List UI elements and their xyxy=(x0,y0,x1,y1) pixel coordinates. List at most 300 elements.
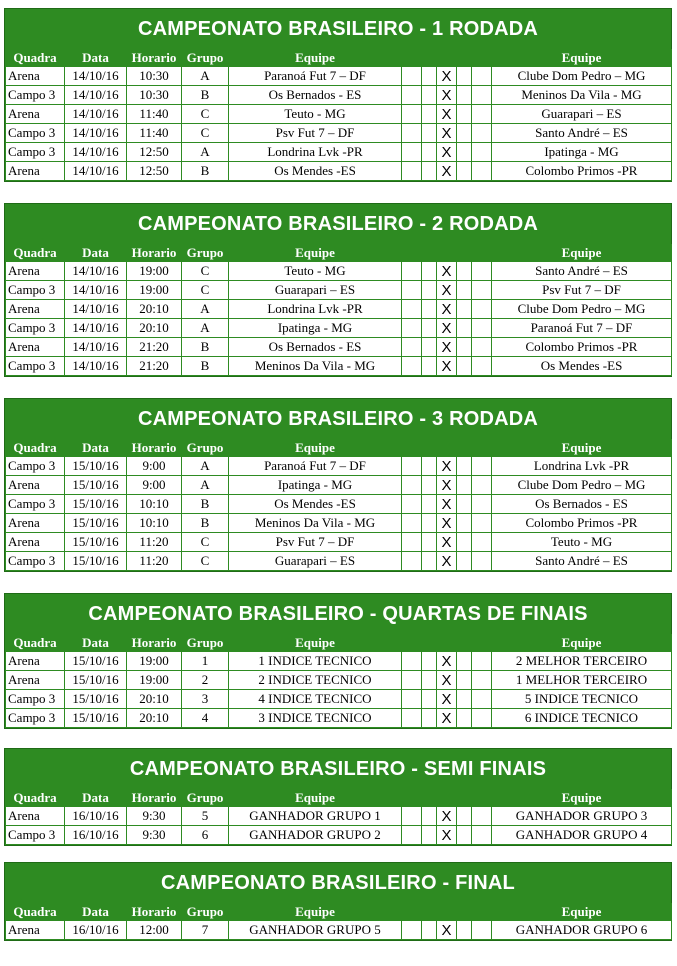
versus-cell: X xyxy=(437,357,457,376)
spacer-cell xyxy=(472,162,492,181)
equipe-home-cell: 1 INDICE TECNICO xyxy=(229,652,402,671)
data-cell: 14/10/16 xyxy=(65,357,127,376)
header-spacer xyxy=(402,244,492,262)
header-horario: Horario xyxy=(127,903,182,921)
grupo-cell: C xyxy=(182,105,229,124)
match-row xyxy=(6,533,672,552)
quadra-cell: Campo 3 xyxy=(6,319,65,338)
versus-cell: X xyxy=(437,690,457,709)
schedule-section xyxy=(4,8,672,182)
data-cell: 14/10/16 xyxy=(65,319,127,338)
spacer-cell xyxy=(402,690,422,709)
versus-cell: X xyxy=(437,652,457,671)
header-quadra: Quadra xyxy=(6,439,65,457)
data-cell: 16/10/16 xyxy=(65,826,127,845)
data-cell: 15/10/16 xyxy=(65,671,127,690)
spacer-cell xyxy=(472,105,492,124)
spacer-cell xyxy=(472,86,492,105)
equipe-away-cell: Paranoá Fut 7 – DF xyxy=(492,319,672,338)
versus-cell: X xyxy=(437,281,457,300)
data-cell: 14/10/16 xyxy=(65,105,127,124)
spacer-cell xyxy=(422,300,437,319)
equipe-home-cell: Os Bernados - ES xyxy=(229,86,402,105)
spacer-cell xyxy=(457,652,472,671)
equipe-away-cell: Clube Dom Pedro – MG xyxy=(492,300,672,319)
section-title: CAMPEONATO BRASILEIRO - FINAL xyxy=(161,872,515,894)
match-row xyxy=(6,124,672,143)
horario-cell: 12:50 xyxy=(127,162,182,181)
equipe-away-cell: Clube Dom Pedro – MG xyxy=(492,67,672,86)
data-cell: 15/10/16 xyxy=(65,690,127,709)
match-row xyxy=(6,300,672,319)
equipe-home-cell: Teuto - MG xyxy=(229,262,402,281)
horario-cell: 9:00 xyxy=(127,457,182,476)
schedule-section xyxy=(4,593,672,729)
header-row xyxy=(6,634,672,652)
grupo-cell: C xyxy=(182,262,229,281)
quadra-cell: Arena xyxy=(6,338,65,357)
spacer-cell xyxy=(402,476,422,495)
spacer-cell xyxy=(457,709,472,728)
schedule-section xyxy=(4,748,672,846)
grupo-cell: B xyxy=(182,162,229,181)
schedule-table xyxy=(5,789,672,845)
equipe-away-cell: Santo André – ES xyxy=(492,262,672,281)
horario-cell: 10:10 xyxy=(127,495,182,514)
match-row xyxy=(6,671,672,690)
spacer-cell xyxy=(472,143,492,162)
data-cell: 15/10/16 xyxy=(65,495,127,514)
header-data: Data xyxy=(65,244,127,262)
header-row xyxy=(6,244,672,262)
equipe-away-cell: Os Bernados - ES xyxy=(492,495,672,514)
spacer-cell xyxy=(402,457,422,476)
header-equipe-away: Equipe xyxy=(492,49,672,67)
versus-cell: X xyxy=(437,807,457,826)
spacer-cell xyxy=(422,476,437,495)
header-spacer xyxy=(402,439,492,457)
header-quadra: Quadra xyxy=(6,789,65,807)
spacer-cell xyxy=(422,495,437,514)
horario-cell: 21:20 xyxy=(127,357,182,376)
spacer-cell xyxy=(457,86,472,105)
spacer-cell xyxy=(472,476,492,495)
header-equipe-away: Equipe xyxy=(492,634,672,652)
spacer-cell xyxy=(402,357,422,376)
versus-cell: X xyxy=(437,671,457,690)
data-cell: 14/10/16 xyxy=(65,86,127,105)
spacer-cell xyxy=(402,319,422,338)
spacer-cell xyxy=(457,281,472,300)
spacer-cell xyxy=(457,476,472,495)
spacer-cell xyxy=(457,319,472,338)
spacer-cell xyxy=(402,338,422,357)
quadra-cell: Arena xyxy=(6,262,65,281)
spacer-cell xyxy=(457,671,472,690)
match-row xyxy=(6,338,672,357)
horario-cell: 12:00 xyxy=(127,921,182,940)
spacer-cell xyxy=(402,826,422,845)
spacer-cell xyxy=(457,262,472,281)
equipe-home-cell: Meninos Da Vila - MG xyxy=(229,357,402,376)
spacer-cell xyxy=(402,67,422,86)
grupo-cell: B xyxy=(182,495,229,514)
header-spacer xyxy=(402,789,492,807)
horario-cell: 9:30 xyxy=(127,807,182,826)
equipe-home-cell: 3 INDICE TECNICO xyxy=(229,709,402,728)
spacer-cell xyxy=(472,357,492,376)
equipe-away-cell: Os Mendes -ES xyxy=(492,357,672,376)
grupo-cell: C xyxy=(182,281,229,300)
match-row xyxy=(6,807,672,826)
header-horario: Horario xyxy=(127,244,182,262)
spacer-cell xyxy=(402,162,422,181)
spacer-cell xyxy=(402,807,422,826)
quadra-cell: Arena xyxy=(6,67,65,86)
header-horario: Horario xyxy=(127,789,182,807)
match-row xyxy=(6,162,672,181)
spacer-cell xyxy=(422,67,437,86)
spacer-cell xyxy=(402,105,422,124)
header-spacer xyxy=(402,49,492,67)
spacer-cell xyxy=(402,533,422,552)
spacer-cell xyxy=(457,552,472,571)
quadra-cell: Campo 3 xyxy=(6,143,65,162)
spacer-cell xyxy=(422,807,437,826)
equipe-away-cell: Meninos Da Vila - MG xyxy=(492,86,672,105)
spacer-cell xyxy=(402,552,422,571)
quadra-cell: Arena xyxy=(6,162,65,181)
header-data: Data xyxy=(65,439,127,457)
spacer-cell xyxy=(422,281,437,300)
data-cell: 16/10/16 xyxy=(65,807,127,826)
versus-cell: X xyxy=(437,552,457,571)
header-spacer xyxy=(402,903,492,921)
horario-cell: 20:10 xyxy=(127,690,182,709)
data-cell: 14/10/16 xyxy=(65,143,127,162)
versus-cell: X xyxy=(437,921,457,940)
grupo-cell: 5 xyxy=(182,807,229,826)
equipe-away-cell: Colombo Primos -PR xyxy=(492,338,672,357)
spacer-cell xyxy=(422,709,437,728)
grupo-cell: 7 xyxy=(182,921,229,940)
spacer-cell xyxy=(402,495,422,514)
header-grupo: Grupo xyxy=(182,903,229,921)
spacer-cell xyxy=(472,826,492,845)
grupo-cell: C xyxy=(182,533,229,552)
schedule-section xyxy=(4,203,672,377)
horario-cell: 20:10 xyxy=(127,709,182,728)
equipe-home-cell: Ipatinga - MG xyxy=(229,476,402,495)
quadra-cell: Arena xyxy=(6,105,65,124)
header-quadra: Quadra xyxy=(6,634,65,652)
spacer-cell xyxy=(422,357,437,376)
spacer-cell xyxy=(457,495,472,514)
horario-cell: 19:00 xyxy=(127,671,182,690)
spacer-cell xyxy=(422,124,437,143)
spacer-cell xyxy=(472,262,492,281)
header-row xyxy=(6,789,672,807)
spacer-cell xyxy=(457,124,472,143)
data-cell: 14/10/16 xyxy=(65,300,127,319)
versus-cell: X xyxy=(437,457,457,476)
equipe-away-cell: Guarapari – ES xyxy=(492,105,672,124)
spacer-cell xyxy=(402,124,422,143)
match-row xyxy=(6,476,672,495)
horario-cell: 11:40 xyxy=(127,124,182,143)
spacer-cell xyxy=(422,262,437,281)
section-title: CAMPEONATO BRASILEIRO - SEMI FINAIS xyxy=(129,758,547,780)
spacer-cell xyxy=(457,162,472,181)
equipe-away-cell: Teuto - MG xyxy=(492,533,672,552)
versus-cell: X xyxy=(437,319,457,338)
spacer-cell xyxy=(422,533,437,552)
grupo-cell: A xyxy=(182,319,229,338)
spacer-cell xyxy=(472,807,492,826)
spacer-cell xyxy=(422,652,437,671)
versus-cell: X xyxy=(437,86,457,105)
versus-cell: X xyxy=(437,533,457,552)
header-equipe-away: Equipe xyxy=(492,789,672,807)
spacer-cell xyxy=(422,162,437,181)
header-grupo: Grupo xyxy=(182,789,229,807)
grupo-cell: C xyxy=(182,552,229,571)
header-data: Data xyxy=(65,789,127,807)
versus-cell: X xyxy=(437,709,457,728)
quadra-cell: Arena xyxy=(6,671,65,690)
data-cell: 15/10/16 xyxy=(65,457,127,476)
grupo-cell: A xyxy=(182,476,229,495)
spacer-cell xyxy=(457,338,472,357)
grupo-cell: B xyxy=(182,514,229,533)
spacer-cell xyxy=(422,143,437,162)
quadra-cell: Arena xyxy=(6,514,65,533)
equipe-away-cell: Ipatinga - MG xyxy=(492,143,672,162)
schedule-table xyxy=(5,903,672,940)
quadra-cell: Arena xyxy=(6,652,65,671)
spacer-cell xyxy=(422,457,437,476)
horario-cell: 9:00 xyxy=(127,476,182,495)
spacer-cell xyxy=(457,533,472,552)
data-cell: 15/10/16 xyxy=(65,514,127,533)
section-title: CAMPEONATO BRASILEIRO - QUARTAS DE FINAIS xyxy=(88,603,588,625)
horario-cell: 11:40 xyxy=(127,105,182,124)
spacer-cell xyxy=(472,709,492,728)
header-grupo: Grupo xyxy=(182,244,229,262)
spacer-cell xyxy=(472,338,492,357)
equipe-home-cell: Paranoá Fut 7 – DF xyxy=(229,67,402,86)
quadra-cell: Campo 3 xyxy=(6,552,65,571)
schedule-table xyxy=(5,49,672,181)
quadra-cell: Campo 3 xyxy=(6,457,65,476)
horario-cell: 10:30 xyxy=(127,86,182,105)
match-row xyxy=(6,921,672,940)
horario-cell: 9:30 xyxy=(127,826,182,845)
data-cell: 14/10/16 xyxy=(65,338,127,357)
equipe-away-cell: 5 INDICE TECNICO xyxy=(492,690,672,709)
header-equipe-home: Equipe xyxy=(229,903,402,921)
spacer-cell xyxy=(472,281,492,300)
schedule-section xyxy=(4,398,672,572)
data-cell: 15/10/16 xyxy=(65,709,127,728)
spacer-cell xyxy=(472,300,492,319)
spacer-cell xyxy=(457,300,472,319)
equipe-home-cell: Paranoá Fut 7 – DF xyxy=(229,457,402,476)
equipe-home-cell: Londrina Lvk -PR xyxy=(229,143,402,162)
equipe-home-cell: Londrina Lvk -PR xyxy=(229,300,402,319)
header-equipe-away: Equipe xyxy=(492,439,672,457)
spacer-cell xyxy=(402,514,422,533)
header-equipe-home: Equipe xyxy=(229,439,402,457)
header-horario: Horario xyxy=(127,634,182,652)
horario-cell: 11:20 xyxy=(127,533,182,552)
equipe-home-cell: 2 INDICE TECNICO xyxy=(229,671,402,690)
spacer-cell xyxy=(402,709,422,728)
header-equipe-away: Equipe xyxy=(492,903,672,921)
spacer-cell xyxy=(402,281,422,300)
horario-cell: 21:20 xyxy=(127,338,182,357)
horario-cell: 10:10 xyxy=(127,514,182,533)
quadra-cell: Campo 3 xyxy=(6,690,65,709)
versus-cell: X xyxy=(437,338,457,357)
quadra-cell: Arena xyxy=(6,807,65,826)
data-cell: 14/10/16 xyxy=(65,124,127,143)
spacer-cell xyxy=(402,143,422,162)
spacer-cell xyxy=(402,262,422,281)
versus-cell: X xyxy=(437,476,457,495)
header-equipe-home: Equipe xyxy=(229,49,402,67)
equipe-away-cell: Santo André – ES xyxy=(492,124,672,143)
spacer-cell xyxy=(457,690,472,709)
grupo-cell: A xyxy=(182,143,229,162)
spacer-cell xyxy=(422,826,437,845)
spacer-cell xyxy=(472,652,492,671)
horario-cell: 19:00 xyxy=(127,281,182,300)
header-grupo: Grupo xyxy=(182,49,229,67)
section-title: CAMPEONATO BRASILEIRO - 3 RODADA xyxy=(137,408,539,430)
match-row xyxy=(6,709,672,728)
schedule-section xyxy=(4,862,672,941)
spacer-cell xyxy=(457,807,472,826)
spacer-cell xyxy=(472,533,492,552)
equipe-home-cell: Os Mendes -ES xyxy=(229,495,402,514)
match-row xyxy=(6,357,672,376)
data-cell: 15/10/16 xyxy=(65,533,127,552)
equipe-away-cell: GANHADOR GRUPO 3 xyxy=(492,807,672,826)
quadra-cell: Campo 3 xyxy=(6,281,65,300)
spacer-cell xyxy=(422,338,437,357)
quadra-cell: Arena xyxy=(6,476,65,495)
data-cell: 14/10/16 xyxy=(65,262,127,281)
quadra-cell: Campo 3 xyxy=(6,86,65,105)
versus-cell: X xyxy=(437,300,457,319)
spacer-cell xyxy=(472,671,492,690)
equipe-away-cell: 2 MELHOR TERCEIRO xyxy=(492,652,672,671)
spacer-cell xyxy=(457,357,472,376)
spacer-cell xyxy=(472,124,492,143)
match-row xyxy=(6,86,672,105)
horario-cell: 20:10 xyxy=(127,300,182,319)
horario-cell: 19:00 xyxy=(127,652,182,671)
data-cell: 15/10/16 xyxy=(65,552,127,571)
data-cell: 15/10/16 xyxy=(65,476,127,495)
data-cell: 16/10/16 xyxy=(65,921,127,940)
versus-cell: X xyxy=(437,105,457,124)
versus-cell: X xyxy=(437,143,457,162)
grupo-cell: 3 xyxy=(182,690,229,709)
equipe-away-cell: GANHADOR GRUPO 4 xyxy=(492,826,672,845)
header-equipe-away: Equipe xyxy=(492,244,672,262)
equipe-away-cell: Psv Fut 7 – DF xyxy=(492,281,672,300)
match-row xyxy=(6,281,672,300)
grupo-cell: B xyxy=(182,86,229,105)
header-horario: Horario xyxy=(127,439,182,457)
header-quadra: Quadra xyxy=(6,244,65,262)
schedule-table xyxy=(5,439,672,571)
horario-cell: 11:20 xyxy=(127,552,182,571)
grupo-cell: A xyxy=(182,457,229,476)
spacer-cell xyxy=(422,86,437,105)
grupo-cell: A xyxy=(182,67,229,86)
match-row xyxy=(6,652,672,671)
spacer-cell xyxy=(472,67,492,86)
versus-cell: X xyxy=(437,514,457,533)
spacer-cell xyxy=(422,319,437,338)
spacer-cell xyxy=(457,105,472,124)
spacer-cell xyxy=(402,300,422,319)
spacer-cell xyxy=(422,552,437,571)
header-row xyxy=(6,49,672,67)
header-quadra: Quadra xyxy=(6,903,65,921)
quadra-cell: Campo 3 xyxy=(6,826,65,845)
versus-cell: X xyxy=(437,262,457,281)
equipe-home-cell: Guarapari – ES xyxy=(229,552,402,571)
spacer-cell xyxy=(457,457,472,476)
spacer-cell xyxy=(472,690,492,709)
section-title: CAMPEONATO BRASILEIRO - 2 RODADA xyxy=(137,213,539,235)
grupo-cell: 4 xyxy=(182,709,229,728)
grupo-cell: B xyxy=(182,357,229,376)
match-row xyxy=(6,105,672,124)
spacer-cell xyxy=(422,921,437,940)
grupo-cell: 6 xyxy=(182,826,229,845)
equipe-home-cell: Meninos Da Vila - MG xyxy=(229,514,402,533)
match-row xyxy=(6,67,672,86)
spacer-cell xyxy=(402,671,422,690)
equipe-home-cell: Teuto - MG xyxy=(229,105,402,124)
header-equipe-home: Equipe xyxy=(229,634,402,652)
spacer-cell xyxy=(457,921,472,940)
spacer-cell xyxy=(422,514,437,533)
header-equipe-home: Equipe xyxy=(229,789,402,807)
spacer-cell xyxy=(457,514,472,533)
equipe-away-cell: GANHADOR GRUPO 6 xyxy=(492,921,672,940)
match-row xyxy=(6,143,672,162)
header-horario: Horario xyxy=(127,49,182,67)
header-grupo: Grupo xyxy=(182,634,229,652)
horario-cell: 12:50 xyxy=(127,143,182,162)
header-data: Data xyxy=(65,49,127,67)
equipe-away-cell: 1 MELHOR TERCEIRO xyxy=(492,671,672,690)
equipe-home-cell: Os Bernados - ES xyxy=(229,338,402,357)
versus-cell: X xyxy=(437,162,457,181)
header-spacer xyxy=(402,634,492,652)
equipe-home-cell: GANHADOR GRUPO 5 xyxy=(229,921,402,940)
spacer-cell xyxy=(457,67,472,86)
quadra-cell: Campo 3 xyxy=(6,709,65,728)
section-title: CAMPEONATO BRASILEIRO - 1 RODADA xyxy=(137,18,539,40)
header-grupo: Grupo xyxy=(182,439,229,457)
